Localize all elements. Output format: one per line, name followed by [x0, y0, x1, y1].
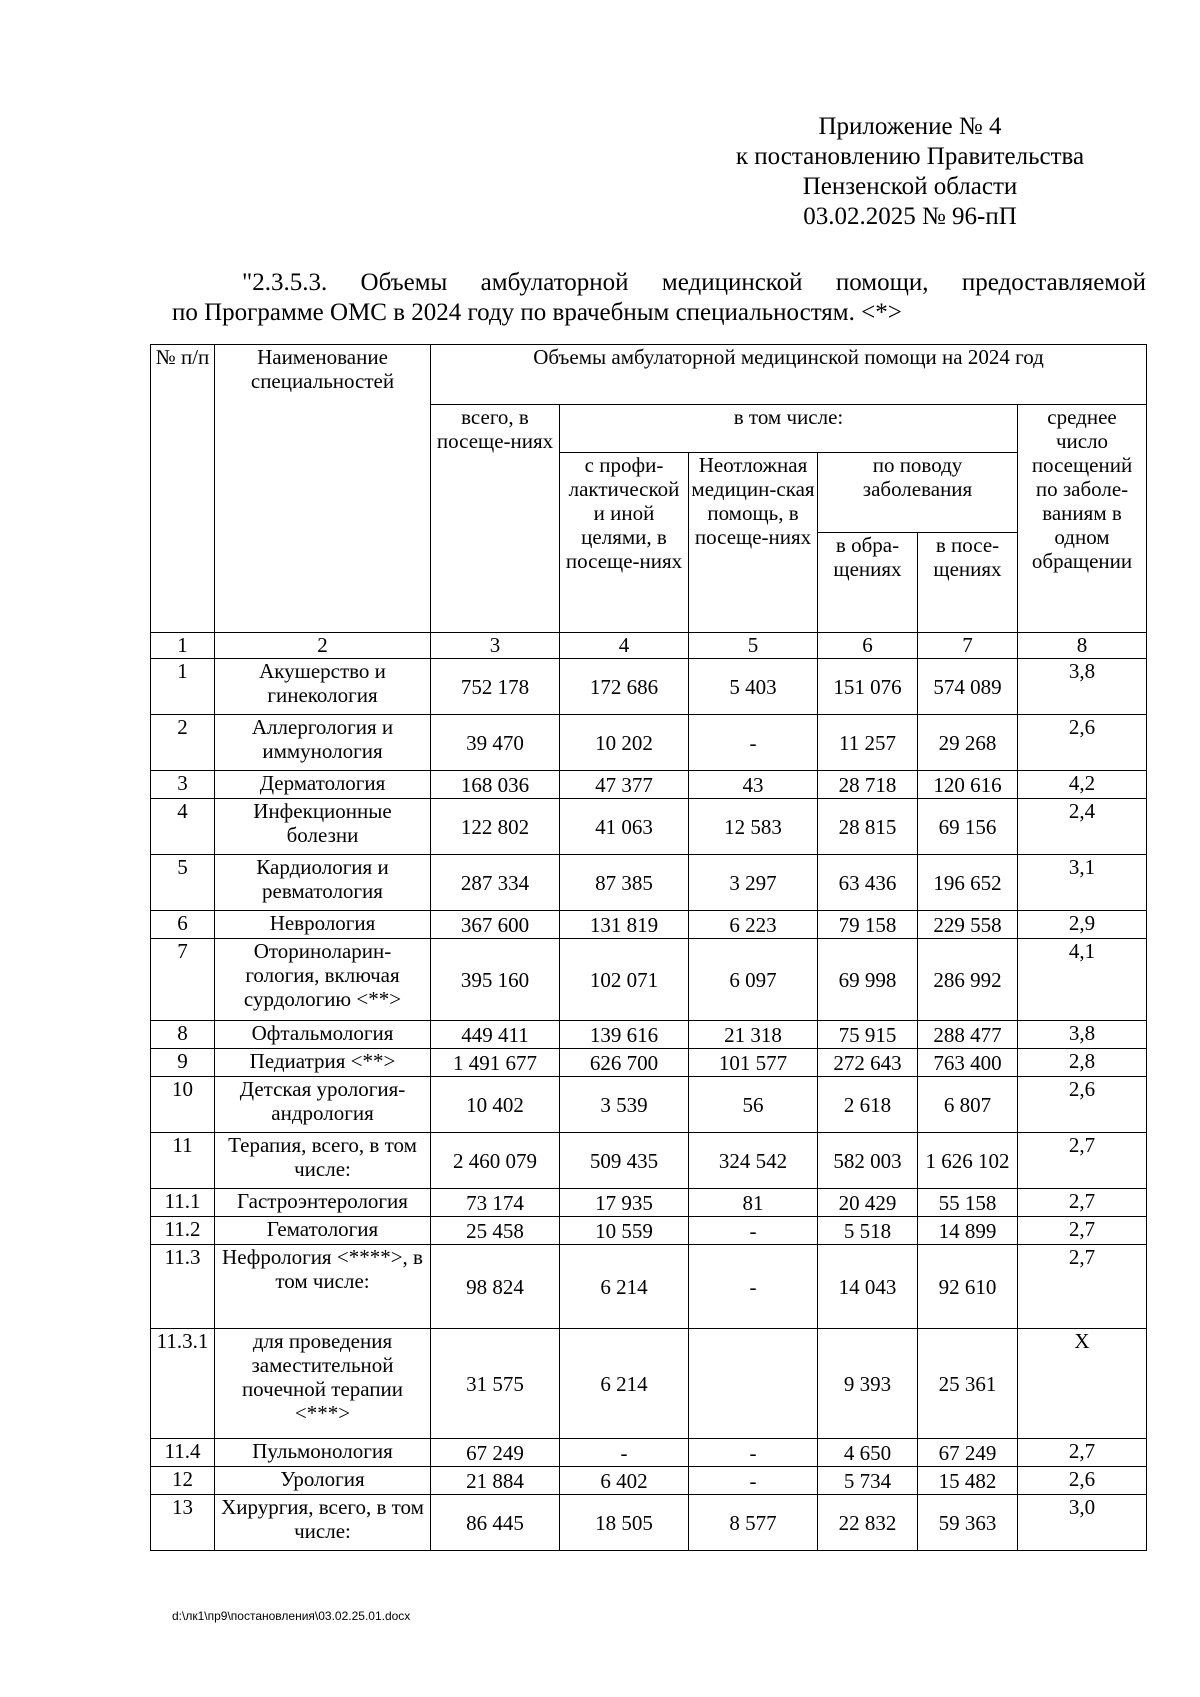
- avg-visits-per-appeal: 2,8: [1018, 1049, 1147, 1077]
- disease-appeals: 20 429: [818, 1189, 918, 1217]
- table-row: [151, 799, 1147, 855]
- specialty-name: Гематология: [215, 1217, 431, 1245]
- disease-appeals: 582 003: [818, 1133, 918, 1189]
- total-visits: 31 575: [431, 1329, 560, 1439]
- disease-visits: 15 482: [918, 1467, 1018, 1495]
- header-disease: по поводу заболевания: [818, 453, 1018, 533]
- disease-visits: 92 610: [918, 1245, 1018, 1329]
- row-index: 11.4: [151, 1439, 215, 1467]
- total-visits: 449 411: [431, 1021, 560, 1049]
- total-visits: 168 036: [431, 771, 560, 799]
- row-index: 2: [151, 715, 215, 771]
- row-index: 13: [151, 1495, 215, 1551]
- specialty-name: Инфекционные болезни: [215, 799, 431, 855]
- section-heading-line2: по Программе ОМС в 2024 году по врачебным специальностям. <*>: [172, 299, 902, 326]
- table-row: [151, 1329, 1147, 1439]
- annex-block: [680, 112, 1140, 232]
- avg-visits-per-appeal: 3,1: [1018, 855, 1147, 911]
- urgent-visits: 43: [689, 771, 818, 799]
- header-urgent: Неотложная медицин-ская помощь, в посеще-ниях: [689, 453, 818, 633]
- row-index: 5: [151, 855, 215, 911]
- row-index: 11.2: [151, 1217, 215, 1245]
- urgent-visits: -: [689, 1467, 818, 1495]
- avg-visits-per-appeal: 2,9: [1018, 911, 1147, 939]
- annex-resolution: к постановлению Правительства: [735, 143, 1085, 170]
- avg-visits-per-appeal: 4,1: [1018, 939, 1147, 1021]
- total-visits: 86 445: [431, 1495, 560, 1551]
- preventive-visits: -: [560, 1439, 689, 1467]
- specialty-name: Хирургия, всего, в том числе:: [215, 1495, 431, 1551]
- disease-appeals: 4 650: [818, 1439, 918, 1467]
- specialty-name: Терапия, всего, в том числе:: [215, 1133, 431, 1189]
- total-visits: 287 334: [431, 855, 560, 911]
- disease-visits: 6 807: [918, 1077, 1018, 1133]
- table-row: [151, 1439, 1147, 1467]
- urgent-visits: 56: [689, 1077, 818, 1133]
- avg-visits-per-appeal: 2,7: [1018, 1189, 1147, 1217]
- disease-visits: 196 652: [918, 855, 1018, 911]
- preventive-visits: 139 616: [560, 1021, 689, 1049]
- disease-appeals: 75 915: [818, 1021, 918, 1049]
- section-heading: [172, 268, 1146, 328]
- avg-visits-per-appeal: 3,8: [1018, 1021, 1147, 1049]
- preventive-visits: 10 559: [560, 1217, 689, 1245]
- preventive-visits: 172 686: [560, 659, 689, 715]
- table-row: [151, 1495, 1147, 1551]
- urgent-visits: -: [689, 1217, 818, 1245]
- disease-visits: 67 249: [918, 1439, 1018, 1467]
- header-visits: в посе-щениях: [918, 533, 1018, 633]
- total-visits: 367 600: [431, 911, 560, 939]
- footer-file-path: d:\лк1\пр9\постановления\03.02.25.01.docx: [172, 1609, 411, 1623]
- header-including: в том числе:: [560, 405, 1018, 453]
- specialty-name: Офтальмология: [215, 1021, 431, 1049]
- preventive-visits: 10 202: [560, 715, 689, 771]
- preventive-visits: 6 214: [560, 1329, 689, 1439]
- total-visits: 1 491 677: [431, 1049, 560, 1077]
- disease-visits: 763 400: [918, 1049, 1018, 1077]
- disease-appeals: 69 998: [818, 939, 918, 1021]
- preventive-visits: 626 700: [560, 1049, 689, 1077]
- avg-visits-per-appeal: 4,2: [1018, 771, 1147, 799]
- preventive-visits: 3 539: [560, 1077, 689, 1133]
- disease-appeals: 22 832: [818, 1495, 918, 1551]
- disease-appeals: 5 734: [818, 1467, 918, 1495]
- preventive-visits: 87 385: [560, 855, 689, 911]
- header-number: 7: [918, 633, 1018, 659]
- header-number: 3: [431, 633, 560, 659]
- avg-visits-per-appeal: 3,8: [1018, 659, 1147, 715]
- total-visits: 73 174: [431, 1189, 560, 1217]
- specialty-name: для проведения заместительной почечной терапии <***>: [215, 1329, 431, 1439]
- avg-visits-per-appeal: 2,4: [1018, 799, 1147, 855]
- volumes-table: [150, 344, 1147, 1551]
- specialty-name: Оториноларин-гология, включая сурдологию <**>: [215, 939, 431, 1021]
- disease-appeals: 79 158: [818, 911, 918, 939]
- preventive-visits: 131 819: [560, 911, 689, 939]
- annex-title: Приложение № 4: [818, 113, 1002, 140]
- row-index: 8: [151, 1021, 215, 1049]
- table-row: [151, 1021, 1147, 1049]
- table-row: [151, 1133, 1147, 1189]
- disease-visits: 229 558: [918, 911, 1018, 939]
- preventive-visits: 6 402: [560, 1467, 689, 1495]
- header-number-row: [151, 633, 1147, 659]
- specialty-name: Акушерство и гинекология: [215, 659, 431, 715]
- total-visits: 2 460 079: [431, 1133, 560, 1189]
- table-row: [151, 1189, 1147, 1217]
- row-index: 11.3: [151, 1245, 215, 1329]
- table-row: [151, 1077, 1147, 1133]
- table-row: [151, 715, 1147, 771]
- avg-visits-per-appeal: 2,6: [1018, 715, 1147, 771]
- header-appeals: в обра-щениях: [818, 533, 918, 633]
- table-row: [151, 1217, 1147, 1245]
- urgent-visits: 5 403: [689, 659, 818, 715]
- specialty-name: Неврология: [215, 911, 431, 939]
- avg-visits-per-appeal: 2,7: [1018, 1245, 1147, 1329]
- disease-appeals: 28 718: [818, 771, 918, 799]
- avg-visits-per-appeal: 2,7: [1018, 1217, 1147, 1245]
- avg-visits-per-appeal: 2,7: [1018, 1133, 1147, 1189]
- header-number: 5: [689, 633, 818, 659]
- header-avg: среднее число посещений по заболе-ваниям в одном обращении: [1018, 405, 1147, 633]
- table-row: [151, 911, 1147, 939]
- section-heading-line1: "2.3.5.3. Объемы амбулаторной медицинской помощи, предоставляемой: [242, 269, 1146, 296]
- disease-visits: 288 477: [918, 1021, 1018, 1049]
- urgent-visits: [689, 1329, 818, 1439]
- specialty-name: Нефрология <****>, в том числе:: [215, 1245, 431, 1329]
- disease-visits: 55 158: [918, 1189, 1018, 1217]
- specialty-name: Детская урология-андрология: [215, 1077, 431, 1133]
- table-row: [151, 771, 1147, 799]
- urgent-visits: 8 577: [689, 1495, 818, 1551]
- urgent-visits: 21 318: [689, 1021, 818, 1049]
- disease-appeals: 63 436: [818, 855, 918, 911]
- avg-visits-per-appeal: 2,6: [1018, 1077, 1147, 1133]
- total-visits: 10 402: [431, 1077, 560, 1133]
- specialty-name: Аллергология и иммунология: [215, 715, 431, 771]
- header-number: 6: [818, 633, 918, 659]
- urgent-visits: 101 577: [689, 1049, 818, 1077]
- row-index: 4: [151, 799, 215, 855]
- urgent-visits: 12 583: [689, 799, 818, 855]
- table-row: [151, 1245, 1147, 1329]
- urgent-visits: 324 542: [689, 1133, 818, 1189]
- table-row: [151, 939, 1147, 1021]
- total-visits: 21 884: [431, 1467, 560, 1495]
- row-index: 11: [151, 1133, 215, 1189]
- total-visits: 98 824: [431, 1245, 560, 1329]
- header-number: 2: [215, 633, 431, 659]
- urgent-visits: 6 223: [689, 911, 818, 939]
- disease-appeals: 2 618: [818, 1077, 918, 1133]
- urgent-visits: -: [689, 715, 818, 771]
- urgent-visits: 81: [689, 1189, 818, 1217]
- disease-visits: 14 899: [918, 1217, 1018, 1245]
- disease-appeals: 5 518: [818, 1217, 918, 1245]
- disease-visits: 59 363: [918, 1495, 1018, 1551]
- table-row: [151, 1049, 1147, 1077]
- disease-visits: 574 089: [918, 659, 1018, 715]
- disease-visits: 25 361: [918, 1329, 1018, 1439]
- specialty-name: Дерматология: [215, 771, 431, 799]
- total-visits: 122 802: [431, 799, 560, 855]
- avg-visits-per-appeal: X: [1018, 1329, 1147, 1439]
- disease-visits: 29 268: [918, 715, 1018, 771]
- table-row: [151, 855, 1147, 911]
- row-index: 11.3.1: [151, 1329, 215, 1439]
- annex-date-number: 03.02.2025 № 96-пП: [803, 203, 1017, 230]
- specialty-name: Гастроэнтерология: [215, 1189, 431, 1217]
- row-index: 11.1: [151, 1189, 215, 1217]
- preventive-visits: 6 214: [560, 1245, 689, 1329]
- preventive-visits: 509 435: [560, 1133, 689, 1189]
- avg-visits-per-appeal: 2,6: [1018, 1467, 1147, 1495]
- urgent-visits: -: [689, 1245, 818, 1329]
- avg-visits-per-appeal: 2,7: [1018, 1439, 1147, 1467]
- disease-appeals: 9 393: [818, 1329, 918, 1439]
- row-index: 12: [151, 1467, 215, 1495]
- urgent-visits: 3 297: [689, 855, 818, 911]
- specialty-name: Пульмонология: [215, 1439, 431, 1467]
- disease-appeals: 272 643: [818, 1049, 918, 1077]
- disease-visits: 120 616: [918, 771, 1018, 799]
- row-index: 10: [151, 1077, 215, 1133]
- header-volumes: Объемы амбулаторной медицинской помощи на 2024 год: [431, 345, 1147, 405]
- total-visits: 25 458: [431, 1217, 560, 1245]
- preventive-visits: 41 063: [560, 799, 689, 855]
- row-index: 1: [151, 659, 215, 715]
- preventive-visits: 17 935: [560, 1189, 689, 1217]
- specialty-name: Кардиология и ревматология: [215, 855, 431, 911]
- disease-visits: 286 992: [918, 939, 1018, 1021]
- specialty-name: Урология: [215, 1467, 431, 1495]
- annex-region: Пензенской области: [802, 173, 1018, 200]
- urgent-visits: -: [689, 1439, 818, 1467]
- preventive-visits: 102 071: [560, 939, 689, 1021]
- total-visits: 39 470: [431, 715, 560, 771]
- header-name: Наименование специальностей: [215, 345, 431, 633]
- table-row: [151, 1467, 1147, 1495]
- preventive-visits: 47 377: [560, 771, 689, 799]
- table-row: [151, 659, 1147, 715]
- disease-appeals: 11 257: [818, 715, 918, 771]
- urgent-visits: 6 097: [689, 939, 818, 1021]
- disease-visits: 69 156: [918, 799, 1018, 855]
- total-visits: 752 178: [431, 659, 560, 715]
- disease-appeals: 28 815: [818, 799, 918, 855]
- header-number: 4: [560, 633, 689, 659]
- avg-visits-per-appeal: 3,0: [1018, 1495, 1147, 1551]
- row-index: 7: [151, 939, 215, 1021]
- preventive-visits: 18 505: [560, 1495, 689, 1551]
- header-number: 1: [151, 633, 215, 659]
- header-num: № п/п: [151, 345, 215, 633]
- disease-appeals: 151 076: [818, 659, 918, 715]
- header-prof: с профи-лактической и иной целями, в посеще-ниях: [560, 453, 689, 633]
- total-visits: 395 160: [431, 939, 560, 1021]
- row-index: 6: [151, 911, 215, 939]
- header-number: 8: [1018, 633, 1147, 659]
- table-body: [151, 659, 1147, 1551]
- total-visits: 67 249: [431, 1439, 560, 1467]
- row-index: 3: [151, 771, 215, 799]
- row-index: 9: [151, 1049, 215, 1077]
- specialty-name: Педиатрия <**>: [215, 1049, 431, 1077]
- disease-visits: 1 626 102: [918, 1133, 1018, 1189]
- header-total: всего, в посеще-ниях: [431, 405, 560, 633]
- disease-appeals: 14 043: [818, 1245, 918, 1329]
